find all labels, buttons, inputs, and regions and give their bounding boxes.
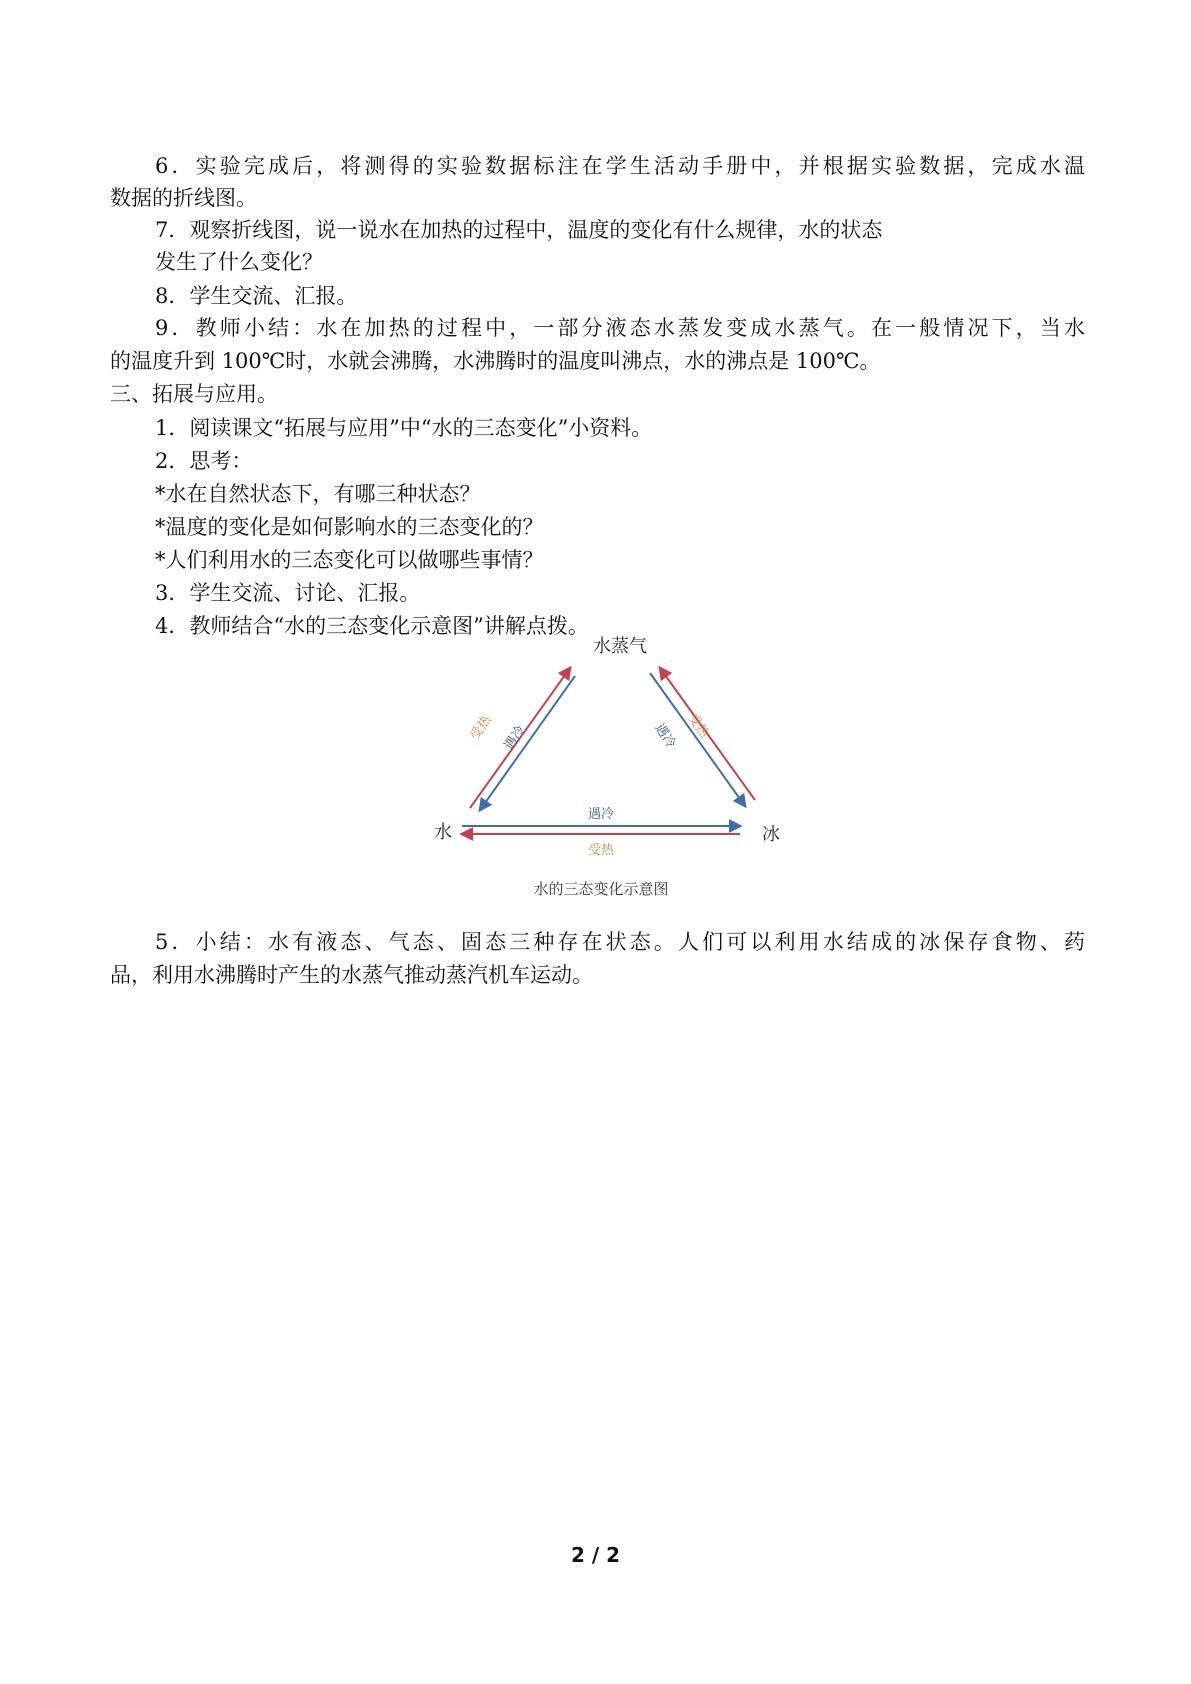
node-vapor: 水蒸气 [593, 636, 647, 657]
label-heat-left: 受热 [467, 713, 495, 744]
diagram-caption: 水的三态变化示意图 [533, 880, 669, 898]
paragraph-line: 的温度升到 100℃时，水就会沸腾，水沸腾时的温度叫沸点，水的沸点是 100℃。 [110, 349, 881, 373]
label-heat-bottom: 受热 [587, 843, 615, 858]
paragraph-line: 3．学生交流、讨论、汇报。 [155, 581, 421, 605]
arrow-vapor-to-water [480, 676, 575, 810]
page-number: 2 / 2 [570, 1543, 621, 1567]
label-cold-left: 遇冷 [501, 723, 529, 754]
question-item: *温度的变化是如何影响水的三态变化的？ [155, 515, 544, 539]
label-heat-right: 受热 [684, 711, 712, 742]
node-water: 水 [434, 822, 452, 843]
node-ice: 冰 [762, 824, 780, 845]
water-three-states-diagram [434, 628, 780, 908]
paragraph-line: 2．思考： [155, 449, 253, 473]
paragraph-line: 数据的折线图。 [110, 186, 257, 210]
paragraph-line: 6．实验完成后，将测得的实验数据标注在学生活动手册中，并根据实验数据，完成水温 [155, 154, 1085, 178]
paragraph-line: 发生了什么变化？ [155, 250, 323, 274]
paragraph-line: 9．教师小结：水在加热的过程中，一部分液态水蒸发变成水蒸气。在一般情况下，当水 [155, 316, 1085, 340]
label-cold-bottom: 遇冷 [587, 807, 615, 822]
label-cold-right: 遇冷 [651, 721, 679, 752]
paragraph-line: 8．学生交流、汇报。 [155, 284, 358, 308]
question-item: *人们利用水的三态变化可以做哪些事情？ [155, 548, 544, 572]
paragraph-line: 7．观察折线图，说一说水在加热的过程中，温度的变化有什么规律，水的状态 [155, 218, 883, 242]
paragraph-line: 品，利用水沸腾时产生的水蒸气推动蒸汽机车运动。 [110, 963, 593, 987]
paragraph-line: 4．教师结合“水的三态变化示意图”讲解点拨。 [155, 614, 589, 638]
paragraph-line: 1．阅读课文“拓展与应用”中“水的三态变化”小资料。 [155, 416, 653, 440]
paragraph-line: 5．小结：水有液态、气态、固态三种存在状态。人们可以利用水结成的冰保存食物、药 [155, 930, 1085, 954]
question-item: *水在自然状态下，有哪三种状态？ [155, 482, 481, 506]
section-heading: 三、拓展与应用。 [110, 382, 278, 406]
